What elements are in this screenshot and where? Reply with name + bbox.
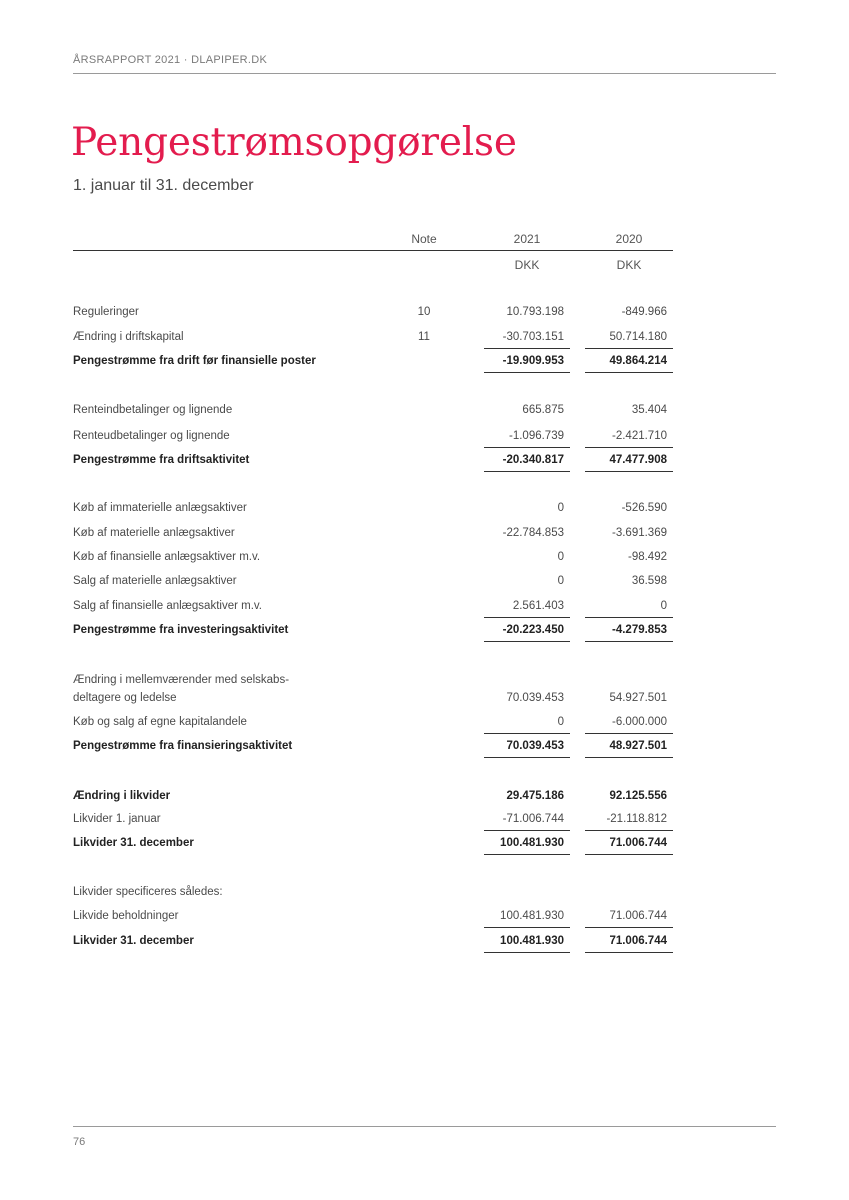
underline — [585, 348, 673, 349]
row-label: Likvider specificeres således: — [73, 886, 223, 898]
row-value-2020: 36.598 — [631, 575, 667, 587]
row-value-2021: 2.561.403 — [512, 600, 564, 612]
table-row — [0, 883, 849, 903]
page-subtitle: 1. januar til 31. december — [73, 177, 254, 194]
row-label: Salg af materielle anlægsaktiver — [73, 575, 237, 587]
row-label: Salg af finansielle anlægsaktiver m.v. — [73, 600, 262, 612]
row-value-2020: 47.477.908 — [609, 454, 667, 466]
row-label: Køb af materielle anlægsaktiver — [73, 527, 235, 539]
subtotal-row — [0, 352, 849, 372]
row-value-2020: -4.279.853 — [612, 624, 667, 636]
row-label: Køb af immaterielle anlægsaktiver — [73, 502, 247, 514]
table-row — [0, 328, 849, 348]
row-value-2021: 0 — [557, 716, 564, 728]
underline — [484, 372, 570, 373]
row-value-2021: -30.703.151 — [502, 331, 564, 343]
row-label: Ændring i driftskapital — [73, 331, 184, 343]
underline — [484, 830, 570, 831]
row-value-2021: 100.481.930 — [500, 910, 564, 922]
row-value-2021: 100.481.930 — [500, 837, 564, 849]
table-row — [0, 303, 849, 323]
row-label: Pengestrømme fra investeringsaktivitet — [73, 624, 289, 636]
underline — [585, 733, 673, 734]
table-row — [0, 401, 849, 421]
table-row — [0, 671, 849, 711]
row-value-2021: -20.223.450 — [502, 624, 564, 636]
underline — [585, 471, 673, 472]
row-label: Pengestrømme fra driftsaktivitet — [73, 454, 250, 466]
underline — [585, 830, 673, 831]
row-value-2020: 49.864.214 — [609, 355, 667, 367]
row-value-2020: 92.125.556 — [609, 790, 667, 802]
row-value-2021: -19.909.953 — [502, 355, 564, 367]
row-value-2021: -20.340.817 — [502, 454, 564, 466]
row-value-2021: 0 — [557, 502, 564, 514]
row-label: Køb og salg af egne kapitalandele — [73, 716, 247, 728]
total-row — [0, 787, 849, 807]
page-title: Pengestrømsopgørelse — [71, 120, 517, 165]
subtotal-row — [0, 834, 849, 854]
table-row — [0, 907, 849, 927]
underline — [484, 733, 570, 734]
row-label: Pengestrømme fra drift før finansielle poster — [73, 355, 316, 367]
underline — [484, 854, 570, 855]
row-label: Reguleringer — [73, 306, 139, 318]
row-value-2020: 48.927.501 — [609, 740, 667, 752]
underline — [484, 471, 570, 472]
row-value-2020: 35.404 — [631, 404, 667, 416]
row-label: Renteudbetalinger og lignende — [73, 430, 230, 442]
row-label: Likvider 31. december — [73, 935, 194, 947]
row-value-2021: 665.875 — [522, 404, 564, 416]
row-value-2021: 70.039.453 — [506, 692, 564, 704]
row-value-2020: -98.492 — [627, 551, 667, 563]
table-row — [0, 499, 849, 519]
subtotal-row — [0, 737, 849, 757]
row-value-2020: 71.006.744 — [609, 935, 667, 947]
row-value-2020: -3.691.369 — [612, 527, 667, 539]
row-label: Pengestrømme fra finansieringsaktivitet — [73, 740, 293, 752]
underline — [585, 447, 673, 448]
underline — [585, 617, 673, 618]
row-value-2020: -6.000.000 — [612, 716, 667, 728]
row-label-line2: deltagere og ledelse — [73, 692, 177, 704]
underline — [585, 952, 673, 953]
row-label: Likvider 31. december — [73, 837, 194, 849]
unit-2020: DKK — [616, 258, 642, 272]
footer-rule — [73, 1126, 776, 1127]
row-value-2020: 71.006.744 — [609, 837, 667, 849]
column-header-note: Note — [411, 232, 437, 246]
table-row — [0, 713, 849, 733]
underline — [484, 348, 570, 349]
row-label: Ændring i likvider — [73, 790, 171, 802]
row-label-line1: Ændring i mellemværender med selskabs- — [73, 674, 290, 686]
header-rule-table — [73, 250, 673, 251]
column-header-2020: 2020 — [615, 232, 643, 246]
underline — [585, 927, 673, 928]
row-value-2021: 100.481.930 — [500, 935, 564, 947]
row-value-2021: 0 — [557, 551, 564, 563]
row-value-2020: -526.590 — [621, 502, 667, 514]
row-value-2021: 0 — [557, 575, 564, 587]
row-note: 10 — [417, 306, 431, 318]
table-row — [0, 810, 849, 830]
underline — [484, 952, 570, 953]
row-label: Likvider 1. januar — [73, 813, 161, 825]
row-value-2021: -22.784.853 — [502, 527, 564, 539]
column-header-2021: 2021 — [513, 232, 541, 246]
row-value-2020: 54.927.501 — [609, 692, 667, 704]
underline — [484, 641, 570, 642]
underline — [585, 372, 673, 373]
unit-2021: DKK — [514, 258, 540, 272]
table-row — [0, 572, 849, 592]
underline — [484, 617, 570, 618]
underline — [585, 641, 673, 642]
row-label: Likvide beholdninger — [73, 910, 179, 922]
underline — [484, 757, 570, 758]
table-row — [0, 524, 849, 544]
header-rule — [73, 73, 776, 74]
page-number: 76 — [73, 1136, 86, 1148]
row-value-2020: -21.118.812 — [606, 813, 667, 825]
row-note: 11 — [418, 331, 430, 343]
underline — [484, 927, 570, 928]
row-value-2021: 10.793.198 — [506, 306, 564, 318]
subtotal-row — [0, 932, 849, 952]
underline — [484, 447, 570, 448]
row-label: Renteindbetalinger og lignende — [73, 404, 233, 416]
subtotal-row — [0, 621, 849, 641]
row-value-2020: -849.966 — [621, 306, 667, 318]
row-value-2020: 71.006.744 — [609, 910, 667, 922]
table-row — [0, 548, 849, 568]
underline — [585, 757, 673, 758]
row-value-2020: 50.714.180 — [609, 331, 667, 343]
row-value-2021: 70.039.453 — [506, 740, 564, 752]
row-value-2020: 0 — [660, 600, 667, 612]
row-value-2020: -2.421.710 — [612, 430, 667, 442]
table-row — [0, 597, 849, 617]
row-value-2021: -1.096.739 — [509, 430, 564, 442]
table-row — [0, 427, 849, 447]
subtotal-row — [0, 451, 849, 471]
underline — [585, 854, 673, 855]
row-label: Køb af finansielle anlægsaktiver m.v. — [73, 551, 261, 563]
header-text: ÅRSRAPPORT 2021 · DLAPIPER.DK — [73, 54, 268, 66]
row-value-2021: -71.006.744 — [502, 813, 564, 825]
row-value-2021: 29.475.186 — [506, 790, 564, 802]
